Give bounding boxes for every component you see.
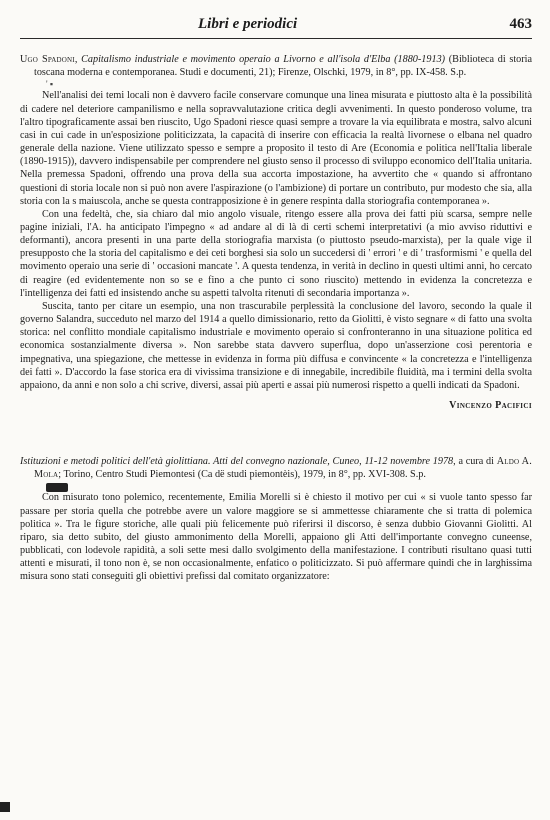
review-giolittiana <box>20 455 532 584</box>
book-details: (Biblioteca di storia toscana moderna e contemporanea. Studi e documenti, 21); Firenze, Olschki, 1979, in 8°, pp. IX-458. S.p. <box>34 54 532 79</box>
ink-blot <box>0 802 10 812</box>
page <box>20 14 532 584</box>
review-paragraph: Suscita, tanto per citare un esempio, una non trascurabile perplessità la conclusione del lavoro, secondo la quale il governo Salandra, succeduto nel marzo del 1914 a quello dimissionario, retto da Giolitti, è visto segnare « di fatto una svolta storica: nel conflitto mondiale capitalismo industriale e movimento operaio si confronteranno in una situazione politica ed economica sostanzialmente diversa ». Non sarebbe stata davvero superflua, dopo un'asserzione così perentoria e impegnativa, una spiegazione, che mettesse in evidenza in forma più diffusa e convincente « la concretezza e l'intelligenza dei fatti ». D'accordo la fase storica era di vivissima transizione e di innegabile, incredibile fluidità, ma i termini della svolta appaiono, da anni e non solo a chi scrive, diversi, assai più aperti e assai più numerosi rispetto a quelli indicati da Spadoni. <box>20 300 532 391</box>
ink-mark <box>46 481 532 491</box>
bibliographic-entry: Ugo Spadoni, Capitalismo industriale e movimento operaio a Livorno e all'isola d'Elba (1880-1913) (Biblioteca di storia toscana moderna e contemporanea. Studi e documenti, 21); Firenze, Olschki, 1979, in 8°, pp. IX-458. S.p. <box>20 54 532 79</box>
running-title: Libri e periodici <box>198 16 298 32</box>
bibliographic-entry <box>20 455 532 481</box>
editor-prefix: , a cura di <box>453 456 494 467</box>
review-paragraph: Con misurato tono polemico, recentemente, Emilia Morelli si è chiesto il motivo per cui « si vuole tanto spesso far passare per storia quella che potrebbe avere un valore maggiore se si ammettesse chiaramente che si tratta di polemica politica ». Tra le figure storiche, alle quali più felicemente può riferirsi il discorso, è senza dubbio Giovanni Giolitti. Al riparo, sia detto subito, del giusto ammonimento della Morelli, appaiono gli Atti dell'importante convegno cuneense, pubblicati, con lodevole rapidità, a soli sette mesi dallo svolgimento della manifestazione. I contributi risultano quasi tutti attenti e misurati, il tono non è, se non occasionalmente, enfatico o politicizzato. Si può affermare quindi che in larghissima misura sono stati conseguiti gli obiettivi prefissi dal comitato organizzatore: <box>20 492 532 583</box>
book-title: Capitalismo industriale e movimento operaio a Livorno e all'isola d'Elba (1880-1913) <box>81 54 446 65</box>
review-paragraph: Nell'analisi dei temi locali non è davvero facile conservare comunque una linea misurata e piuttosto alta è la possibilità di cadere nel deteriore campanilismo e nella sopravvalutazione critica degli avvenimenti. In questo ponderoso volume, tra l'altro tipograficamente assai ben riuscito, Ugo Spadoni riesce quasi sempre a trovare la via equilibrata e mostra, salvo alcuni casi in cui cade in un'esposizione politicizzata, la capacità di inserire con efficacia la realtà livornese o elbana nel quadro generale della nazione. Viene utilizzato spesso e sempre a proposito il testo di Are (Economia e politica nell'Italia liberale (1890-1915)), davvero indispensabile per comprendere nel giusto senso il processo di sviluppo economico dell'Italia unitaria. Nella premessa Spadoni, offrendo una prova della sua accorta impostazione, ha avvertito che « quando si affrontano questioni di storia locale non si può non avere l'aspirazione (o l'ambizione) di portare un contributo, pur modesto che sia, alla storia con la s maiuscola, anche se questa contrapposizione è in genere respinta dalla storiografia contemporanea ». <box>20 90 532 207</box>
review-paragraph: Con una fedeltà, che, sia chiaro dal mio angolo visuale, ritengo essere alla prova dei fatti più scarsa, sempre nelle pagine iniziali, l'A. ha anticipato l'impegno « ad andare al di là di certi schemi interpretativi (a mio avviso riduttivi e deformanti), ancora presenti in una parte della storiografia marxista (o piuttosto pseudo-marxista), per la quale vige il presupposto che la storia del capitalismo e dei ceti borghesi sia solo un succedersi di ' errori ' e di ' trasformismi ' e quella del movimento operaio una serie di ' occasioni mancate '. A questa tendenza, in verità in declino in questi ultimi anni, ho cercato di reagire (ed evidentemente non so se e fino a che punto ci sono riuscito) mettendo in evidenza la concretezza e l'intelligenza dei fatti ed insistendo anche su aspetti talvolta ritenuti di secondaria importanza ». <box>20 208 532 299</box>
book-editor: Aldo A. Mola <box>34 456 532 481</box>
section-gap <box>20 411 532 441</box>
review-spadoni <box>20 53 532 411</box>
ink-mark: ' ▪ <box>46 79 54 90</box>
book-author: Ugo Spadoni <box>20 54 75 65</box>
book-title: Istituzioni e metodi politici dell'età giolittiana. Atti del convegno nazionale, Cuneo, 11-12 novembre 1978 <box>20 456 454 467</box>
page-number: 463 <box>509 16 532 32</box>
reviewer-signature: Vincenzo Pacifici <box>449 400 532 411</box>
running-header <box>20 14 532 39</box>
book-details: ; Torino, Centro Studi Piemontesi (Ca dë studi piemontèis), 1979, in 8°, pp. XVI-308. S.p. <box>58 469 426 481</box>
